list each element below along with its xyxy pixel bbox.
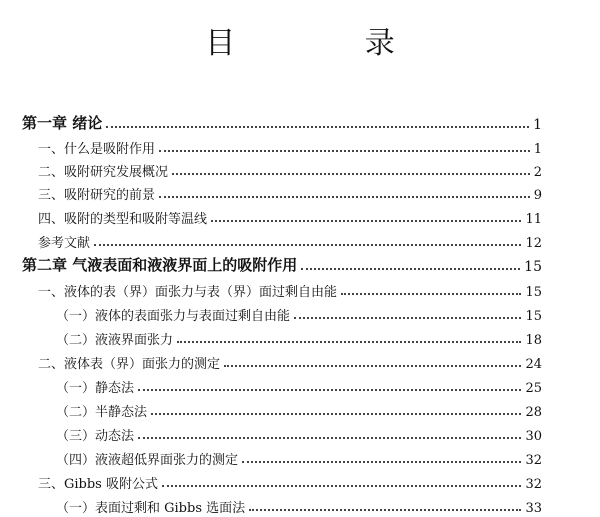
dot-leader	[294, 317, 521, 319]
toc-page-number: 25	[525, 381, 542, 396]
dot-leader	[162, 485, 521, 487]
dot-leader	[177, 341, 521, 343]
page-title: 目 录	[205, 26, 455, 61]
toc-page-number: 32	[525, 453, 542, 468]
toc-entry[interactable]	[38, 280, 542, 300]
toc-entry[interactable]	[56, 328, 542, 348]
toc-entry[interactable]	[56, 304, 542, 324]
toc-entry-label: 参考文献	[38, 236, 91, 251]
toc-chapter[interactable]	[22, 255, 542, 275]
toc-entry[interactable]	[38, 160, 542, 180]
toc-entry-label: （四）液液超低界面张力的测定	[56, 453, 239, 468]
dot-leader	[301, 268, 520, 270]
toc-page-number: 2	[533, 165, 542, 180]
toc-entry[interactable]	[38, 183, 542, 203]
toc-entry[interactable]	[56, 496, 542, 516]
toc-entry-label: （二）半静态法	[56, 405, 148, 420]
dot-leader	[341, 293, 521, 295]
toc-page-number: 30	[525, 429, 542, 444]
dot-leader	[211, 220, 521, 222]
toc-entry[interactable]	[56, 448, 542, 468]
toc-page-number: 15	[525, 285, 542, 300]
toc-entry-label: （一）表面过剩和 Gibbs 选面法	[56, 501, 246, 516]
toc-page-number: 9	[533, 188, 542, 203]
toc-entry-label: （一）静态法	[56, 381, 135, 396]
dot-leader	[159, 196, 530, 198]
dot-leader	[106, 126, 529, 128]
toc-page-number: 12	[525, 236, 542, 251]
toc-entry[interactable]	[56, 424, 542, 444]
toc-page-number: 24	[525, 357, 542, 372]
dot-leader	[138, 437, 521, 439]
toc-page-number: 15	[525, 309, 542, 324]
toc-entry-label: 一、什么是吸附作用	[38, 142, 156, 157]
toc-entry-label: （二）液液界面张力	[56, 333, 174, 348]
toc-page-number: 18	[525, 333, 542, 348]
toc-entry-label: 一、液体的表（界）面张力与表（界）面过剩自由能	[38, 285, 338, 300]
dot-leader	[94, 244, 521, 246]
toc-entry-label: 第一章 绪论	[22, 114, 103, 132]
toc-chapter[interactable]	[22, 113, 542, 133]
dot-leader	[224, 365, 521, 367]
toc-entry[interactable]	[38, 137, 542, 157]
dot-leader	[159, 150, 530, 152]
toc-page-number: 15	[524, 259, 542, 275]
dot-leader	[242, 461, 521, 463]
toc-entry-label: （一）液体的表面张力与表面过剩自由能	[56, 309, 291, 324]
toc-entry[interactable]	[38, 207, 542, 227]
toc-page-number: 1	[533, 142, 542, 157]
toc-page-number: 33	[525, 501, 542, 516]
toc-entry[interactable]	[38, 231, 542, 251]
toc-entry-label: 二、液体表（界）面张力的测定	[38, 357, 221, 372]
toc-page-number: 32	[525, 477, 542, 492]
toc-entry-label: 三、吸附研究的前景	[38, 188, 156, 203]
dot-leader	[172, 173, 530, 175]
dot-leader	[138, 389, 521, 391]
toc-page-number: 1	[533, 117, 542, 133]
toc-page-number: 11	[525, 212, 542, 227]
toc-entry-label: 四、吸附的类型和吸附等温线	[38, 212, 208, 227]
dot-leader	[151, 413, 521, 415]
toc-entry-label: （三）动态法	[56, 429, 135, 444]
dot-leader	[249, 509, 521, 511]
toc-page-number: 28	[525, 405, 542, 420]
toc-entry-label: 二、吸附研究发展概况	[38, 165, 169, 180]
toc-entry[interactable]	[56, 376, 542, 396]
toc-entry-label: 第二章 气液表面和液液界面上的吸附作用	[22, 256, 298, 274]
toc-entry-label: 三、Gibbs 吸附公式	[38, 477, 158, 492]
toc-entry[interactable]	[38, 472, 542, 492]
toc-entry[interactable]	[38, 352, 542, 372]
toc-entry[interactable]	[56, 400, 542, 420]
